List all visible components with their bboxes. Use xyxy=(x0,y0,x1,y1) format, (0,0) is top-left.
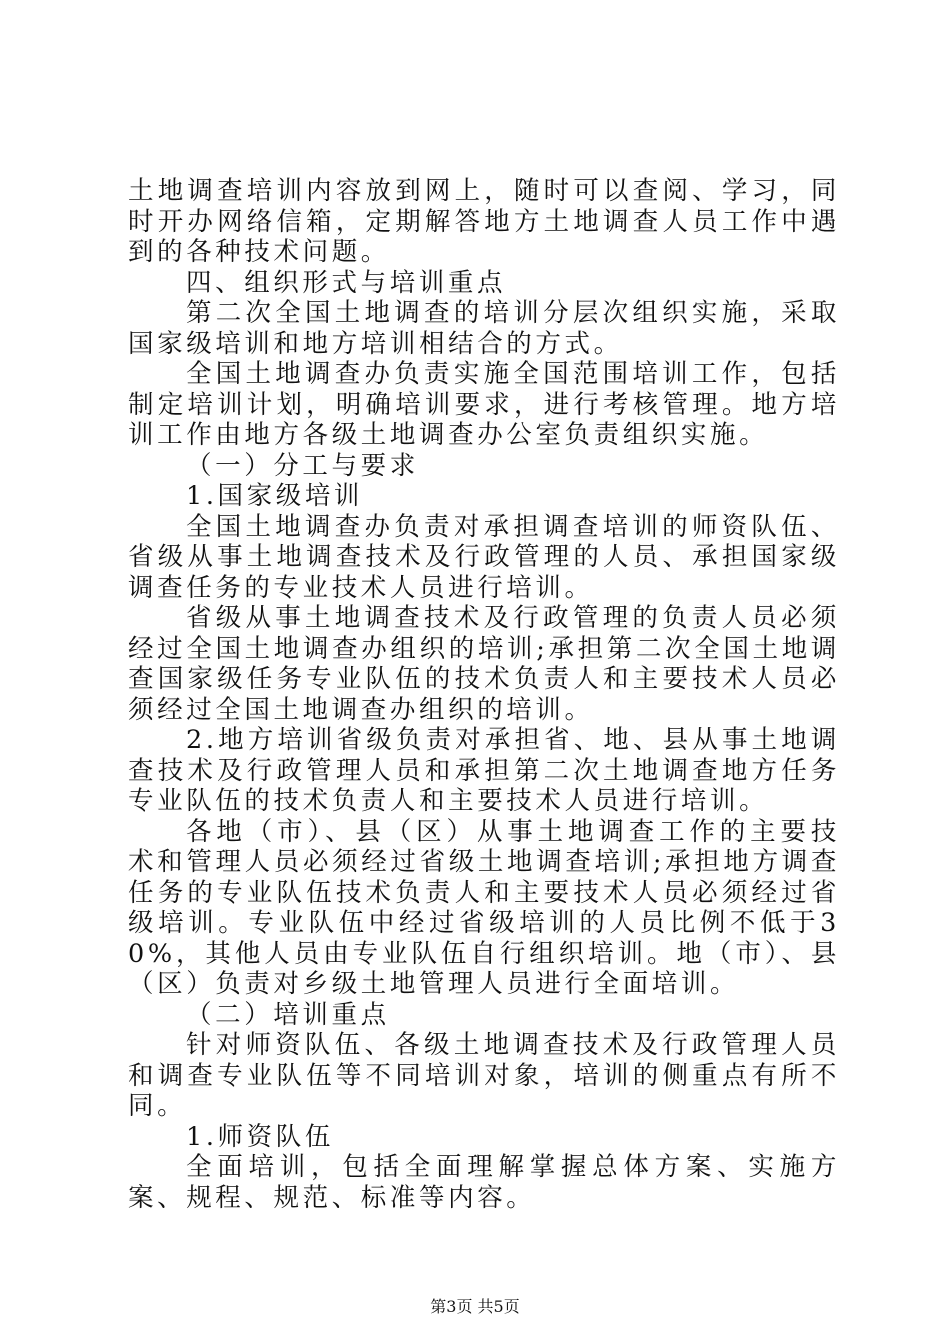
paragraph: 针对师资队伍、各级土地调查技术及行政管理人员和调查专业队伍等不同培训对象，培训的侧重点有所不同。 xyxy=(128,1030,840,1121)
paragraph: 土地调查培训内容放到网上，随时可以查阅、学习，同时开办网络信箱，定期解答地方土地调查人员工作中遇到的各种技术问题。 xyxy=(128,176,840,267)
document-body xyxy=(128,176,840,1213)
paragraph: 各地（市）、县（区）从事土地调查工作的主要技术和管理人员必须经过省级土地调查培训;承担地方调查任务的专业队伍技术负责人和主要技术人员必须经过省级培训。专业队伍中经过省级培训的人员比例不低于30%，其他人员由专业队伍自行组织培训。地（市）、县（区）负责对乡级土地管理人员进行全面培训。 xyxy=(128,816,840,999)
subsection-heading: （一）分工与要求 xyxy=(186,450,419,481)
item-heading: 1.国家级培训 xyxy=(186,481,364,511)
paragraph: 全面培训，包括全面理解掌握总体方案、实施方案、规程、规范、标准等内容。 xyxy=(128,1152,840,1213)
section-heading: 四、组织形式与培训重点 xyxy=(186,267,507,298)
paragraph: 第二次全国土地调查的培训分层次组织实施，采取国家级培训和地方培训相结合的方式。 xyxy=(128,298,840,359)
paragraph: 全国土地调查办负责实施全国范围培训工作，包括制定培训计划，明确培训要求，进行考核管理。地方培训工作由地方各级土地调查办公室负责组织实施。 xyxy=(128,359,840,450)
subsection-heading: （二）培训重点 xyxy=(186,999,390,1030)
paragraph: 2.地方培训省级负责对承担省、地、县从事土地调查技术及行政管理人员和承担第二次土地调查地方任务专业队伍的技术负责人和主要技术人员进行培训。 xyxy=(128,725,840,816)
item-heading: 1.师资队伍 xyxy=(186,1121,334,1152)
paragraph: 全国土地调查办负责对承担调查培训的师资队伍、省级从事土地调查技术及行政管理的人员、承担国家级调查任务的专业技术人员进行培训。 xyxy=(128,511,840,603)
paragraph: 省级从事土地调查技术及行政管理的负责人员必须经过全国土地调查办组织的培训;承担第二次全国土地调查国家级任务专业队伍的技术负责人和主要技术人员必须经过全国土地调查办组织的培训。 xyxy=(128,603,840,725)
page-footer: 第3页 共5页 xyxy=(430,1297,520,1316)
